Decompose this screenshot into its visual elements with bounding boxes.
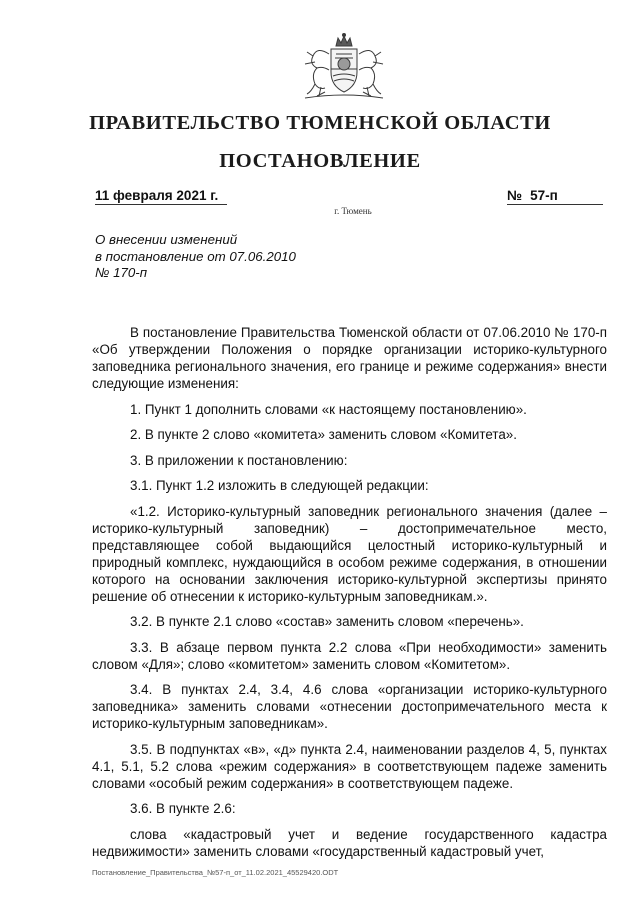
subject-line: № 170-п [95,265,148,280]
number-sign: № [507,188,523,203]
document-type: ПОСТАНОВЛЕНИЕ [219,150,421,172]
body-paragraph: 1. Пункт 1 дополнить словами «к настоящему постановлению». [130,401,527,417]
file-name-footer: Постановление_Правительства_№57-п_от_11.02.2021_45529420.ODT [92,868,339,877]
document-body [92,324,607,868]
body-paragraph: 3.1. Пункт 1.2 изложить в следующей редакции: [130,478,429,493]
subject-line: О внесении изменений [95,232,238,247]
document-date: 11 февраля 2021 г. [95,188,227,205]
city-name: г. Тюмень [334,206,372,216]
body-paragraph: 3.4. В пунктах 2.4, 3.4, 4.6 слова «организации историко-культурного заповедника» заменить словами «отнесении достопримечательного места к историко-культурным заповедникам». [92,682,607,731]
body-paragraph: В постановление Правительства Тюменской области от 07.06.2010 № 170-п «Об утверждении Положения о порядке организации историко-культурного заповедника регионального значения, его границе и режиме содержания» внести следующие изменения: [92,325,607,391]
document-subject [95,232,296,282]
body-paragraph: 3.2. В пункте 2.1 слово «состав» заменить словом «перечень». [130,614,524,629]
body-paragraph: слова «кадастровый учет и ведение государственного кадастра недвижимости» заменить словами «государственный кадастровый учет, [92,826,607,859]
government-name: ПРАВИТЕЛЬСТВО ТЮМЕНСКОЙ ОБЛАСТИ [89,112,551,134]
body-paragraph: 3. В приложении к постановлению: [130,452,348,468]
body-paragraph: 2. В пункте 2 слово «комитета» заменить словом «Комитета». [130,427,517,442]
body-paragraph: 3.6. В пункте 2.6: [130,801,236,816]
tyumen-region-coat-of-arms-icon [295,32,393,102]
number-value: 57-п [530,188,558,203]
body-paragraph: 3.3. В абзаце первом пункта 2.2 слова «При необходимости» заменить словом «Для»; слово «комитетом» заменить словом «Комитетом». [92,639,607,672]
body-paragraph: 3.5. В подпунктах «в», «д» пункта 2.4, наименовании разделов 4, 5, пунктах 4.1, 5.1, 5.2 слова «режим содержания» в соответствующем падеже заменить словами «особый режим содержания» в соответствующем падеже. [92,741,607,791]
document-number [507,188,603,205]
body-paragraph: «1.2. Историко-культурный заповедник регионального значения (далее – историко-культурный заповедник) – достопримечательное место, представляющее собой выдающийся целостный историко-культурный и природный комплекс, нуждающийся в особом режиме содержания, в отношении которого на основании заключения историко-культурной экспертизы принято решение об отнесении к историко-культурным заповедникам.». [92,503,607,604]
subject-line: в постановление от 07.06.2010 [95,248,296,264]
